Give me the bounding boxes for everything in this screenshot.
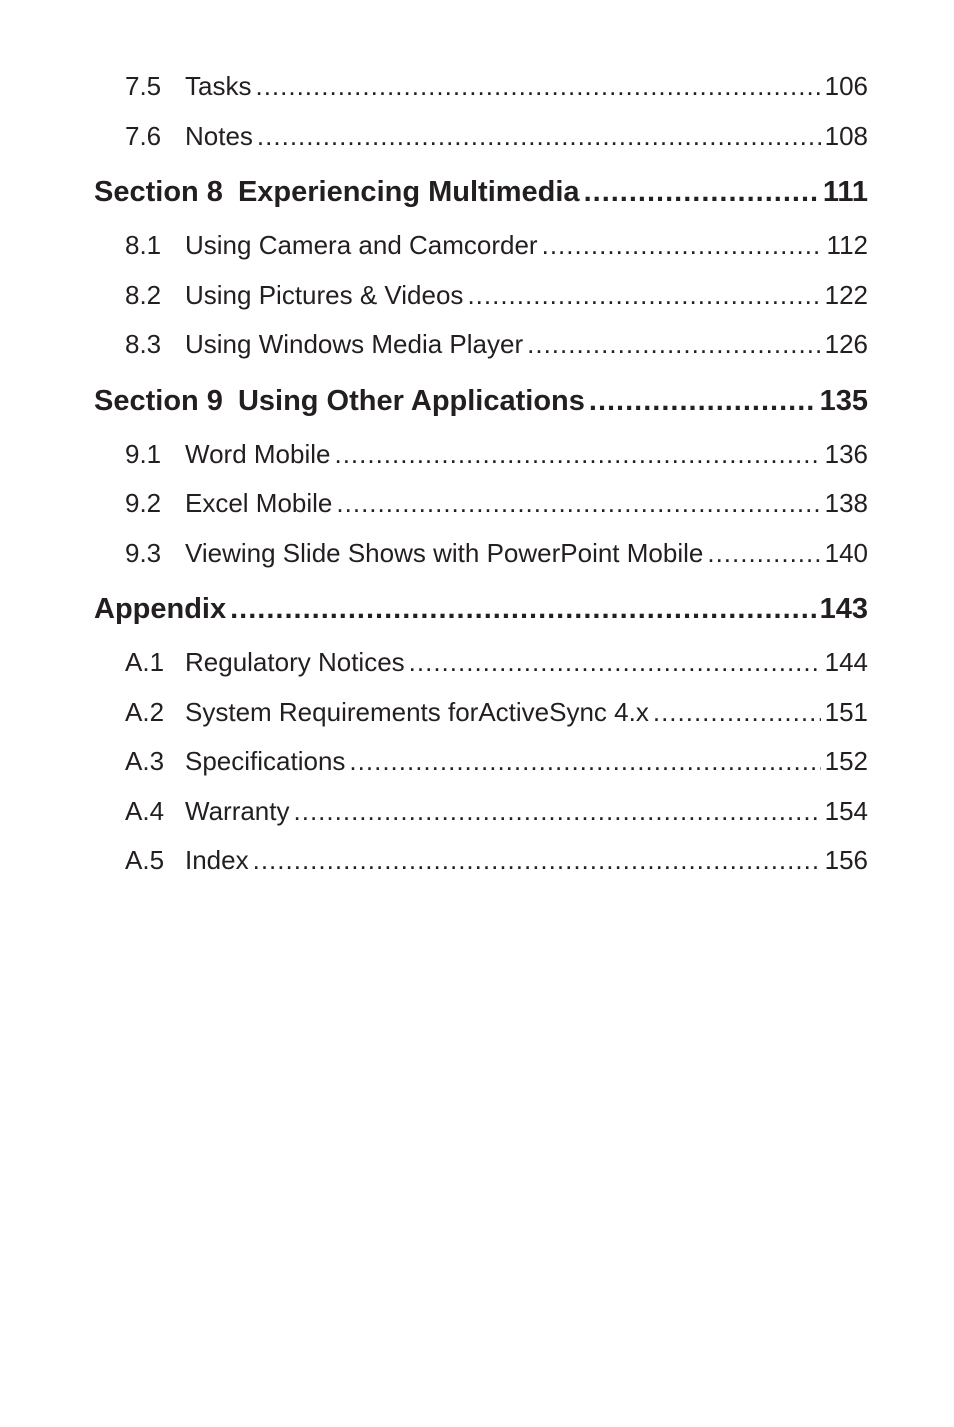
entry-number: 8.2 bbox=[125, 279, 162, 310]
toc-section-appendix[interactable] bbox=[94, 580, 868, 638]
toc-entry-a-4[interactable] bbox=[94, 787, 868, 837]
entry-number: 9.2 bbox=[125, 488, 162, 518]
entry-page-number: 151 bbox=[824, 696, 868, 727]
entry-page-number: 140 bbox=[824, 537, 868, 568]
entry-page-number: 126 bbox=[824, 329, 868, 359]
dot-leader bbox=[542, 221, 823, 271]
entry-number: A.2 bbox=[125, 696, 165, 727]
entry-title: Tasks bbox=[185, 71, 252, 101]
dot-leader bbox=[527, 320, 820, 370]
entry-page-number: 136 bbox=[824, 438, 868, 469]
entry-page-number: 152 bbox=[824, 746, 868, 776]
entry-page-number: 138 bbox=[824, 488, 868, 518]
entry-page-number: 122 bbox=[824, 279, 868, 310]
toc-entry-9-1[interactable] bbox=[94, 430, 868, 480]
dot-leader bbox=[349, 737, 820, 787]
dot-leader bbox=[255, 62, 820, 112]
section-page-number: 111 bbox=[822, 176, 868, 208]
entry-number: A.4 bbox=[125, 795, 165, 826]
entry-title: Using Windows Media Player bbox=[185, 329, 524, 359]
dot-leader bbox=[707, 529, 820, 579]
table-of-contents bbox=[94, 62, 868, 886]
entry-title: Index bbox=[185, 845, 249, 875]
dot-leader bbox=[653, 688, 821, 738]
entry-title: Word Mobile bbox=[185, 438, 331, 469]
toc-entry-8-3[interactable] bbox=[94, 320, 868, 370]
toc-section-9[interactable] bbox=[94, 372, 868, 430]
entry-number: A.5 bbox=[125, 845, 165, 875]
section-title: Experiencing Multimedia bbox=[237, 176, 580, 208]
entry-number: A.3 bbox=[125, 746, 165, 776]
toc-entry-8-1[interactable] bbox=[94, 221, 868, 271]
dot-leader bbox=[584, 163, 819, 221]
dot-leader bbox=[334, 430, 820, 480]
entry-title: Using Pictures & Videos bbox=[185, 279, 464, 310]
dot-leader bbox=[467, 271, 820, 321]
toc-entry-a-2[interactable] bbox=[94, 688, 868, 738]
section-page-number: 143 bbox=[819, 593, 868, 625]
toc-entry-a-1[interactable] bbox=[94, 638, 868, 688]
toc-entry-9-3[interactable] bbox=[94, 529, 868, 579]
entry-title: System Requirements forActiveSync 4.x bbox=[185, 696, 649, 727]
entry-page-number: 112 bbox=[826, 230, 868, 260]
entry-page-number: 106 bbox=[824, 71, 868, 101]
dot-leader bbox=[257, 112, 821, 162]
dot-leader bbox=[230, 580, 815, 638]
section-prefix: Section 9 bbox=[94, 384, 223, 417]
toc-entry-9-2[interactable] bbox=[94, 479, 868, 529]
dot-leader bbox=[589, 372, 816, 430]
toc-entry-a-3[interactable] bbox=[94, 737, 868, 787]
toc-entry-7-5[interactable] bbox=[94, 62, 868, 112]
entry-number: 9.3 bbox=[125, 537, 162, 568]
toc-entry-a-5[interactable] bbox=[94, 836, 868, 886]
entry-title: Notes bbox=[185, 120, 253, 151]
entry-number: 8.1 bbox=[125, 230, 162, 260]
dot-leader bbox=[294, 787, 821, 837]
entry-title: Specifications bbox=[185, 746, 346, 776]
entry-title: Viewing Slide Shows with PowerPoint Mobile bbox=[185, 537, 704, 568]
entry-page-number: 108 bbox=[824, 120, 868, 151]
entry-number: 8.3 bbox=[125, 329, 162, 359]
dot-leader bbox=[409, 638, 821, 688]
entry-number: 9.1 bbox=[125, 438, 162, 469]
section-prefix: Section 8 bbox=[94, 176, 223, 208]
entry-page-number: 154 bbox=[824, 795, 868, 826]
section-title: Appendix bbox=[94, 593, 227, 625]
entry-number: 7.6 bbox=[125, 120, 162, 151]
entry-page-number: 144 bbox=[824, 647, 868, 677]
toc-entry-8-2[interactable] bbox=[94, 271, 868, 321]
section-page-number: 135 bbox=[819, 384, 868, 417]
dot-leader bbox=[336, 479, 820, 529]
entry-page-number: 156 bbox=[824, 845, 868, 875]
dot-leader bbox=[253, 836, 821, 886]
entry-title: Warranty bbox=[185, 795, 290, 826]
entry-number: 7.5 bbox=[125, 71, 162, 101]
entry-title: Regulatory Notices bbox=[185, 647, 405, 677]
entry-number: A.1 bbox=[125, 647, 165, 677]
entry-title: Excel Mobile bbox=[185, 488, 333, 518]
toc-entry-7-6[interactable] bbox=[94, 112, 868, 162]
entry-title: Using Camera and Camcorder bbox=[185, 230, 538, 260]
section-title: Using Other Applications bbox=[237, 384, 585, 417]
toc-section-8[interactable] bbox=[94, 163, 868, 221]
